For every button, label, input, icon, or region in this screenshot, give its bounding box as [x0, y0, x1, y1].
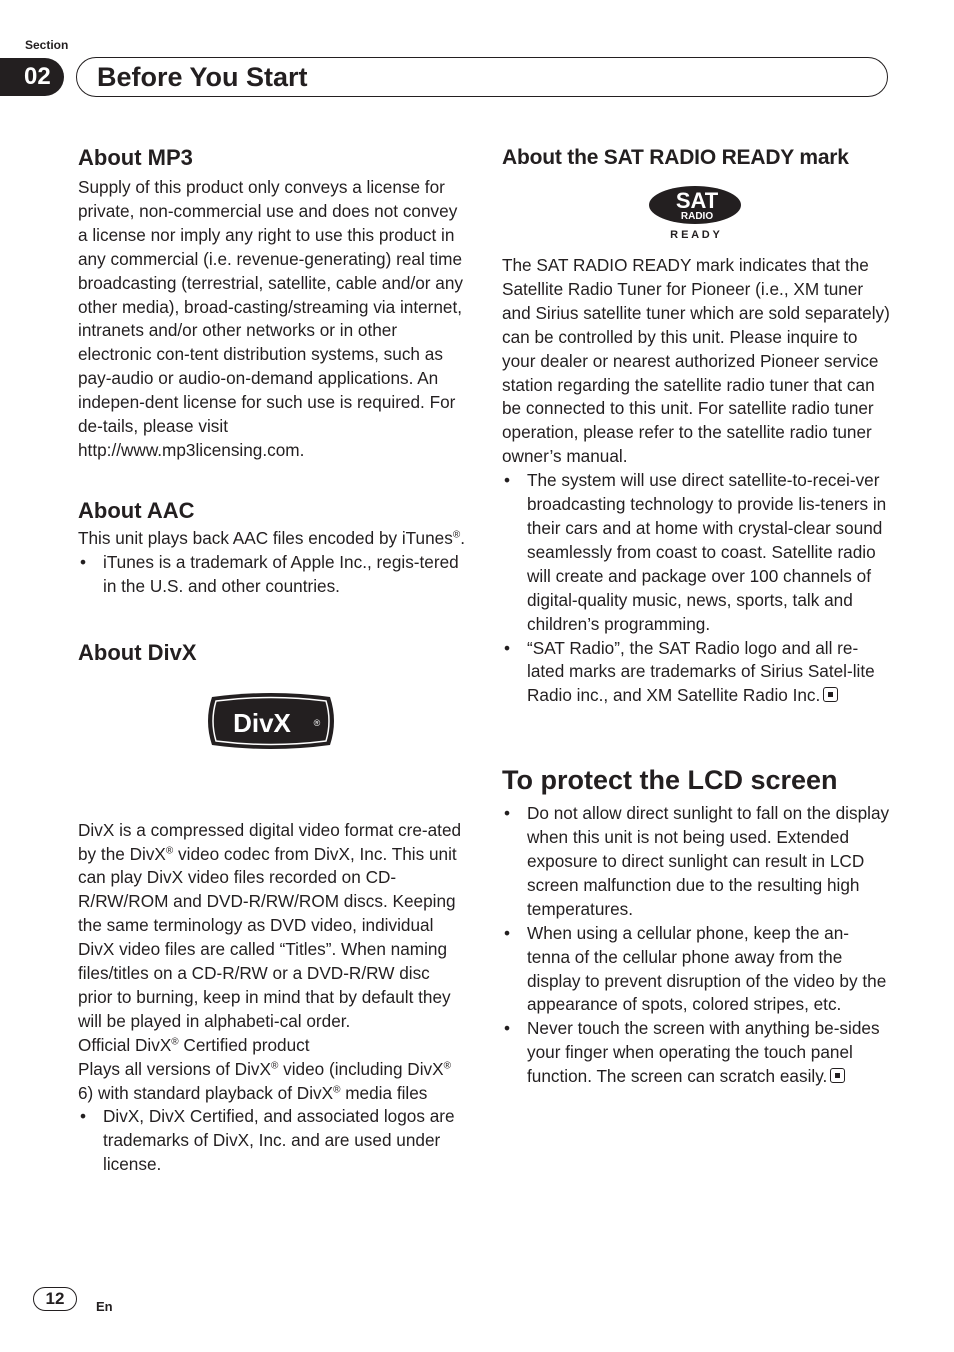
sat-bullet: • “SAT Radio”, the SAT Radio logo and all re-lated marks are trademarks of Sirius Satel-lite Radio inc., and XM Satellite Radio Inc. — [502, 637, 890, 709]
sat-body: The SAT RADIO READY mark indicates that the Satellite Radio Tuner for Pioneer (i.e., XM tuner and Sirius satellite tuner which are sold separately) can be controlled by this unit. Please inquire to your dealer or nearest authorized Pioneer service station regarding the satellite radio tuner that can be connected to this unit. For satellite radio tuner operation, please refer to the satellite radio tuner owner’s manual. — [502, 255, 890, 467]
language-code: En — [96, 1299, 113, 1314]
divx-heading: About DivX — [78, 639, 197, 665]
page-title: Before You Start — [97, 62, 308, 92]
divx-paragraph-2: Official DivX® Certified product — [78, 1034, 310, 1055]
end-mark-icon — [830, 1068, 845, 1083]
sat-logo-bottom: R E A D Y — [670, 229, 720, 241]
lcd-heading: To protect the LCD screen — [502, 765, 838, 796]
right-column — [502, 140, 890, 1089]
divx-bullet-list — [78, 1105, 466, 1177]
aac-heading: About AAC — [78, 497, 195, 523]
aac-bullet-list — [78, 551, 466, 599]
divx-logo-icon — [204, 691, 338, 751]
lcd-bullet: • Do not allow direct sunlight to fall on the display when this unit is not being used. Extended exposure to direct sunlight can result in LCD screen malfunction due to the resulting high temperatures. — [502, 802, 890, 922]
divx-logo-text: DivX — [233, 707, 291, 738]
end-mark-icon — [823, 687, 838, 702]
sat-radio-ready-logo-icon — [648, 184, 742, 242]
lcd-bullet: • Never touch the screen with anything be-sides your finger when operating the touch panel function. The screen can scratch easily. — [502, 1017, 890, 1089]
sat-logo-mid: RADIO — [680, 211, 714, 222]
sat-heading: About the SAT RADIO READY mark — [502, 146, 849, 169]
aac-bullet: • iTunes is a trademark of Apple Inc., regis-tered in the U.S. and other countries. — [78, 551, 466, 599]
mp3-heading: About MP3 — [78, 145, 193, 170]
mp3-url: http://www.mp3licensing.com. — [78, 439, 305, 460]
sat-bullet-list — [502, 469, 890, 708]
mp3-body: Supply of this product only conveys a license for private, non-commercial use and does not convey a license nor imply any right to use this product in any commercial (i.e. revenue-generating) real time broadcasting (terrestrial, satellite, cable and/or any other media), broad-casting/streaming via internet, intranets and/or other networks or in other electronic con-tent distribution systems, such as pay-audio or audio-on-demand applications. An indepen-dent license for such use is required. For de-tails, please visit — [78, 177, 464, 437]
left-column — [78, 140, 466, 1177]
sat-logo-top: SAT — [675, 188, 719, 213]
divx-logo-reg: ® — [313, 717, 321, 728]
aac-body: This unit plays back AAC files encoded by iTunes®. — [78, 527, 465, 548]
section-label: Section — [25, 38, 69, 52]
divx-bullet: • DivX, DivX Certified, and associated logos are trademarks of DivX, Inc. and are used under license. — [78, 1105, 466, 1177]
sat-bullet: • The system will use direct satellite-to-recei-ver broadcasting technology to provide lis-teners in their cars and at home with crystal-clear sound seamlessly from coast to coast. Satellite radio will create and package over 100 channels of digital-quality music, news, sports, talk and children’s programming. — [502, 469, 890, 636]
sat-logo-area — [502, 174, 890, 254]
divx-paragraph-1: DivX is a compressed digital video format cre-ated by the DivX® video codec from DivX, Inc. This unit can play DivX video files recorded on CD-R/RW/ROM and DVD-R/RW/ROM discs. Keeping the same terminology as DVD video, individual DivX video files are called “Titles”. When naming files/titles on a CD-R/RW or a DVD-R/RW disc prior to burning, keep in mind that by default they will be played in alphabeti-cal order. — [78, 819, 462, 1031]
page-number: 12 — [33, 1287, 77, 1311]
lcd-bullet-list — [502, 802, 890, 1089]
section-number: 02 — [0, 58, 64, 96]
divx-paragraph-3: Plays all versions of DivX® video (including DivX® 6) with standard playback of DivX® media files — [78, 1058, 451, 1103]
lcd-bullet: • When using a cellular phone, keep the an-tenna of the cellular phone away from the display to prevent disruption of the video by the appearance of spots, colored stripes, etc. — [502, 922, 890, 1018]
divx-logo-area — [78, 669, 466, 819]
